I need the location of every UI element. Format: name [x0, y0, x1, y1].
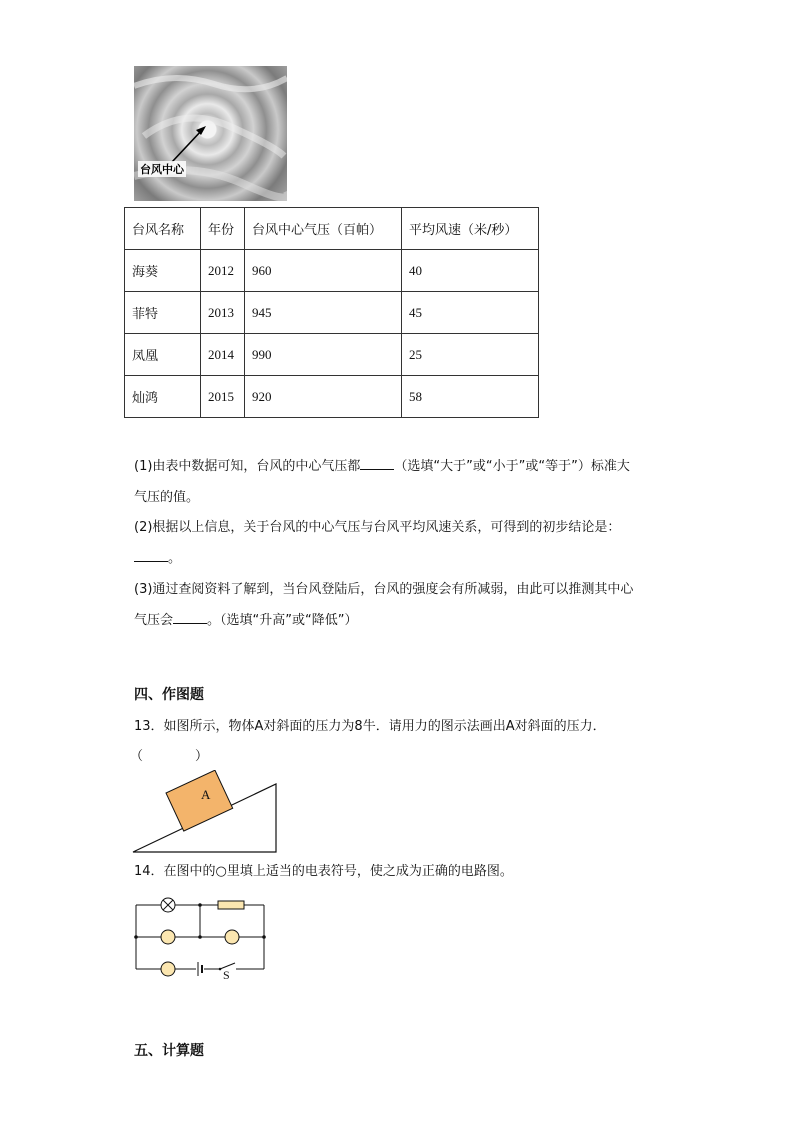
cell-year: 2015	[201, 376, 245, 418]
cell-name: 菲特	[125, 292, 201, 334]
typhoon-data-table	[124, 207, 539, 418]
cell-pressure: 960	[245, 250, 402, 292]
cell-pressure: 990	[245, 334, 402, 376]
question-1-line-2: 气压的值。	[134, 490, 200, 505]
header-year: 年份	[201, 208, 245, 250]
cell-name: 灿鸿	[125, 376, 201, 418]
meter-circle-1[interactable]	[161, 930, 175, 944]
table-header-row	[125, 208, 539, 250]
table-row	[125, 292, 539, 334]
question-2-line-2	[134, 548, 674, 570]
section-5-title: 五、计算题	[134, 1043, 204, 1059]
typhoon-satellite-image	[134, 66, 287, 201]
incline-diagram	[130, 770, 280, 856]
q3-text-b: 。（选填“升高”或“降低”）	[207, 613, 358, 628]
section-4-title: 四、作图题	[134, 687, 204, 703]
table-row	[125, 334, 539, 376]
question-13: 13．如图所示，物体A对斜面的压力为8牛．请用力的图示法画出A对斜面的压力．	[134, 719, 606, 734]
block-a-label: A	[201, 787, 211, 802]
cell-year: 2013	[201, 292, 245, 334]
header-wind-speed: 平均风速（米/秒）	[402, 208, 539, 250]
cell-pressure: 945	[245, 292, 402, 334]
q3-text-a: 气压会	[134, 613, 174, 628]
header-pressure: 台风中心气压（百帕）	[245, 208, 402, 250]
switch-label: S	[223, 968, 230, 982]
table-row	[125, 250, 539, 292]
answer-blank-3[interactable]	[173, 610, 207, 624]
question-3: (3)通过查阅资料了解到，当台风登陆后，台风的强度会有所减弱，由此可以推测其中心	[134, 582, 634, 597]
question-14: 14．在图中的○里填上适当的电表符号，使之成为正确的电路图。	[134, 864, 513, 879]
answer-blank-2[interactable]	[134, 548, 168, 562]
typhoon-center-label: 台风中心	[140, 163, 184, 176]
q2-end: 。	[168, 551, 182, 566]
cell-year: 2012	[201, 250, 245, 292]
q1-text-b: （选填“大于”或“小于”或“等于”）标准大	[394, 459, 630, 474]
typhoon-arrow-icon	[134, 66, 287, 201]
cell-wind-speed: 25	[402, 334, 539, 376]
question-3-line-2	[134, 610, 674, 632]
circuit-diagram	[130, 893, 270, 983]
cell-wind-speed: 58	[402, 376, 539, 418]
header-name: 台风名称	[125, 208, 201, 250]
lamp-icon	[161, 898, 175, 912]
question-2: (2)根据以上信息，关于台风的中心气压与台风平均风速关系，可得到的初步结论是：	[134, 520, 621, 535]
meter-circle-3[interactable]	[161, 962, 175, 976]
cell-wind-speed: 45	[402, 292, 539, 334]
cell-year: 2014	[201, 334, 245, 376]
table-row	[125, 376, 539, 418]
meter-circle-2[interactable]	[225, 930, 239, 944]
battery-icon	[196, 961, 204, 977]
question-1	[134, 456, 674, 478]
cell-pressure: 920	[245, 376, 402, 418]
question-13-answer-paren[interactable]: （ ）	[130, 749, 209, 764]
answer-blank-1[interactable]	[360, 456, 394, 470]
cell-wind-speed: 40	[402, 250, 539, 292]
resistor-icon	[218, 901, 244, 909]
q1-text-a: (1)由表中数据可知，台风的中心气压都	[134, 459, 361, 474]
cell-name: 海葵	[125, 250, 201, 292]
cell-name: 凤凰	[125, 334, 201, 376]
